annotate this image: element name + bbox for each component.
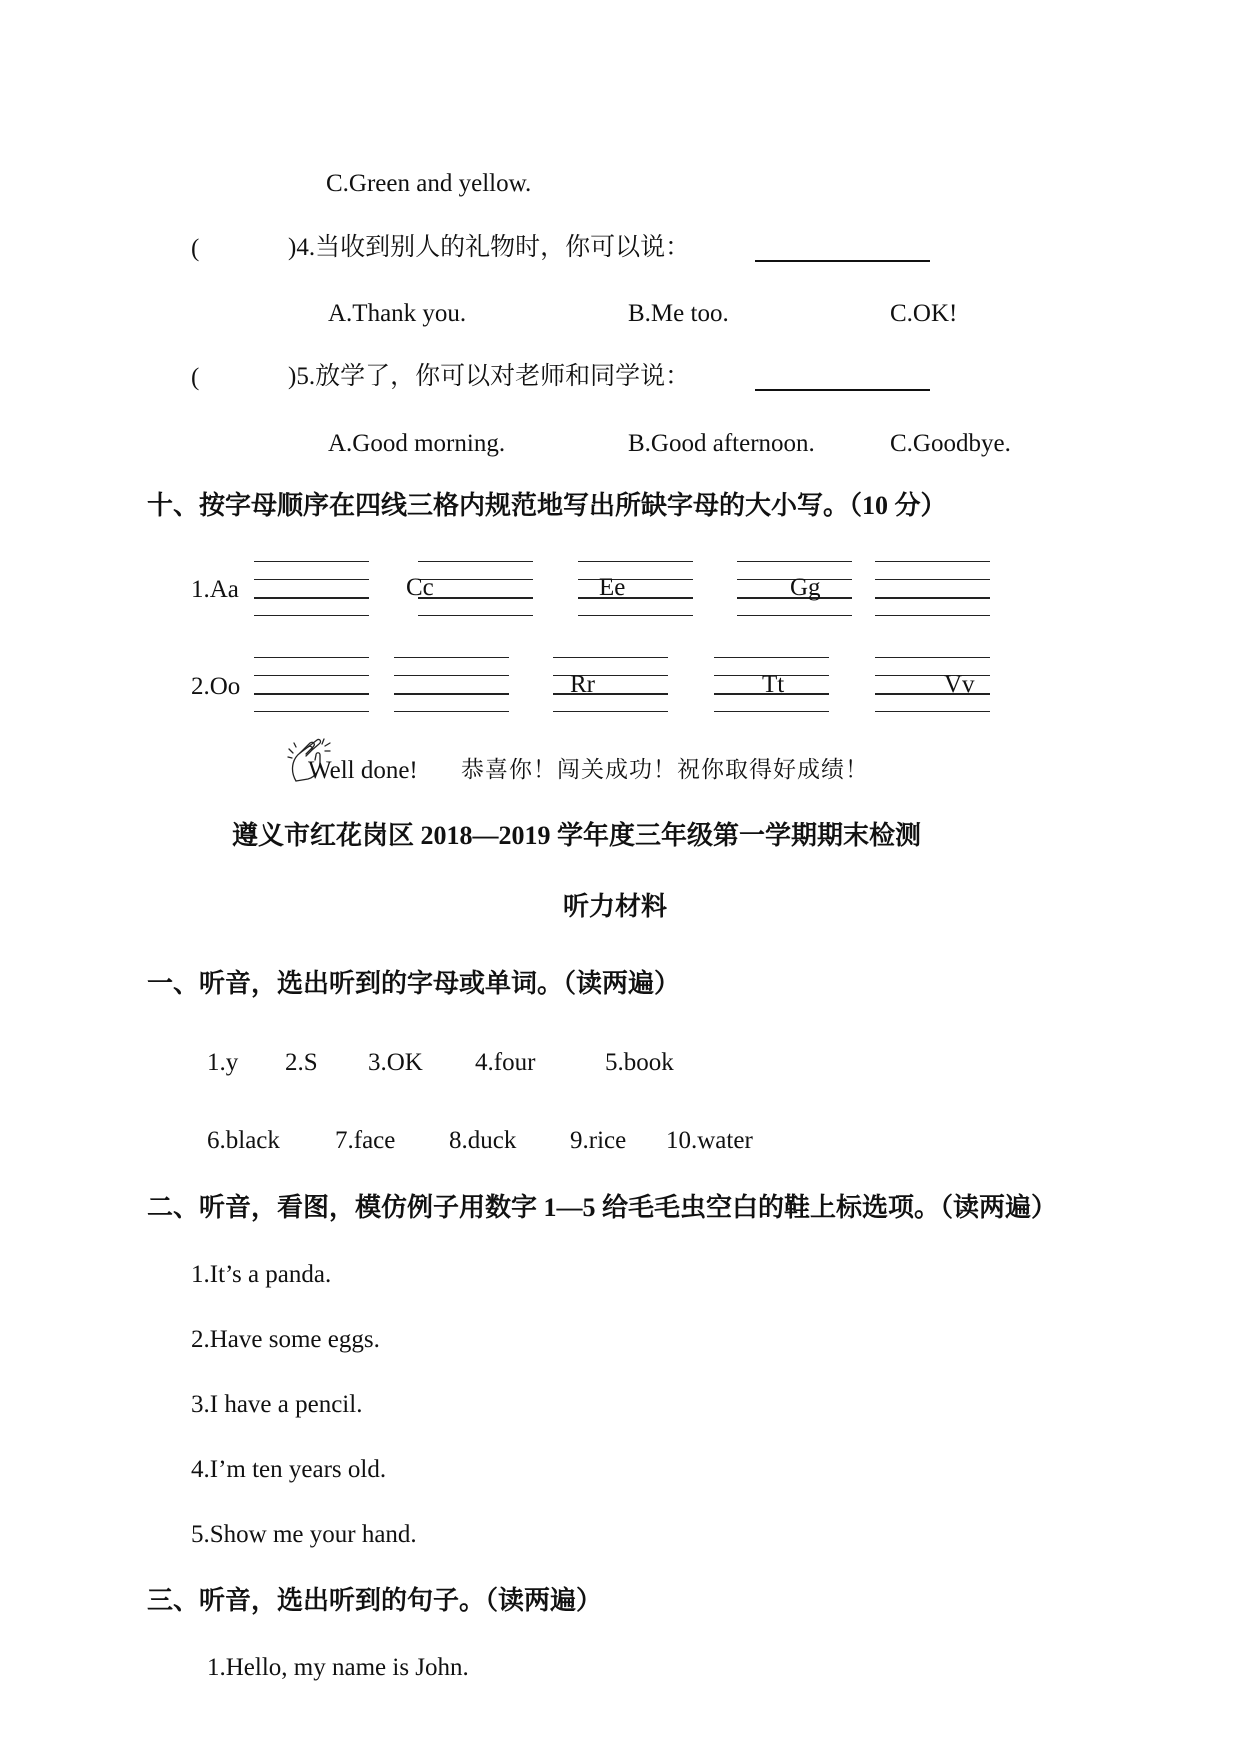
part2-item-4: 4.I’m ten years old. bbox=[191, 1456, 387, 1483]
q4-option-a: A.Thank you. bbox=[328, 300, 467, 327]
grid-letter-vv: Vv bbox=[944, 671, 975, 698]
q5-answer-blank[interactable] bbox=[755, 389, 930, 391]
part1-item-10: 10.water bbox=[666, 1127, 753, 1154]
part1-item-7: 7.face bbox=[335, 1127, 396, 1154]
grid-letter-tt: Tt bbox=[762, 671, 785, 698]
grid-letter-cc: Cc bbox=[406, 574, 434, 601]
listening-title: 遵义市红花岗区 2018—2019 学年度三年级第一学期期末检测 bbox=[232, 821, 922, 850]
q4-answer-blank[interactable] bbox=[755, 260, 930, 262]
part2-item-3: 3.I have a pencil. bbox=[191, 1391, 363, 1418]
q4-option-b: B.Me too. bbox=[628, 300, 729, 327]
part1-item-4: 4.four bbox=[475, 1049, 536, 1076]
part2-item-5: 5.Show me your hand. bbox=[191, 1521, 417, 1548]
part2-item-1: 1.It’s a panda. bbox=[191, 1261, 332, 1288]
part1-item-6: 6.black bbox=[207, 1127, 280, 1154]
part3-item-1: 1.Hello, my name is John. bbox=[207, 1654, 469, 1681]
part2-heading: 二、听音，看图，模仿例子用数字 1—5 给毛毛虫空白的鞋上标选项。（读两遍） bbox=[147, 1193, 1058, 1222]
q5-stem: )5.放学了，你可以对老师和同学说： bbox=[288, 363, 691, 390]
q5-paren-open: ( bbox=[191, 364, 200, 391]
part1-item-8: 8.duck bbox=[449, 1127, 517, 1154]
q4-option-c: C.OK! bbox=[890, 300, 958, 327]
part1-heading: 一、听音，选出听到的字母或单词。（读两遍） bbox=[147, 969, 681, 998]
cheer-text: 恭喜你！闯关成功！祝你取得好成绩！ bbox=[461, 757, 869, 783]
part3-heading: 三、听音，选出听到的句子。（读两遍） bbox=[147, 1586, 603, 1615]
row2-label: 2.Oo bbox=[191, 673, 241, 700]
q4-stem: )4.当收到别人的礼物时，你可以说： bbox=[288, 234, 691, 261]
section10-heading: 十、按字母顺序在四线三格内规范地写出所缺字母的大小写。（10 分） bbox=[147, 491, 947, 520]
listening-subtitle: 听力材料 bbox=[563, 892, 668, 921]
q5-option-c: C.Goodbye. bbox=[890, 430, 1011, 457]
part1-item-5: 5.book bbox=[605, 1049, 674, 1076]
q5-option-b: B.Good afternoon. bbox=[628, 430, 815, 457]
grid-letter-ee: Ee bbox=[599, 574, 626, 601]
part2-item-2: 2.Have some eggs. bbox=[191, 1326, 380, 1353]
row1-label: 1.Aa bbox=[191, 576, 239, 603]
part1-item-2: 2.S bbox=[285, 1049, 318, 1076]
option-c-prev: C.Green and yellow. bbox=[326, 170, 532, 197]
grid-letter-gg: Gg bbox=[790, 574, 821, 601]
q4-paren-open: ( bbox=[191, 235, 200, 262]
part1-item-3: 3.OK bbox=[368, 1049, 423, 1076]
part1-item-9: 9.rice bbox=[570, 1127, 627, 1154]
well-done-text: Well done! bbox=[308, 757, 418, 784]
q5-option-a: A.Good morning. bbox=[328, 430, 506, 457]
grid-letter-rr: Rr bbox=[570, 671, 595, 698]
part1-item-1: 1.y bbox=[207, 1049, 239, 1076]
